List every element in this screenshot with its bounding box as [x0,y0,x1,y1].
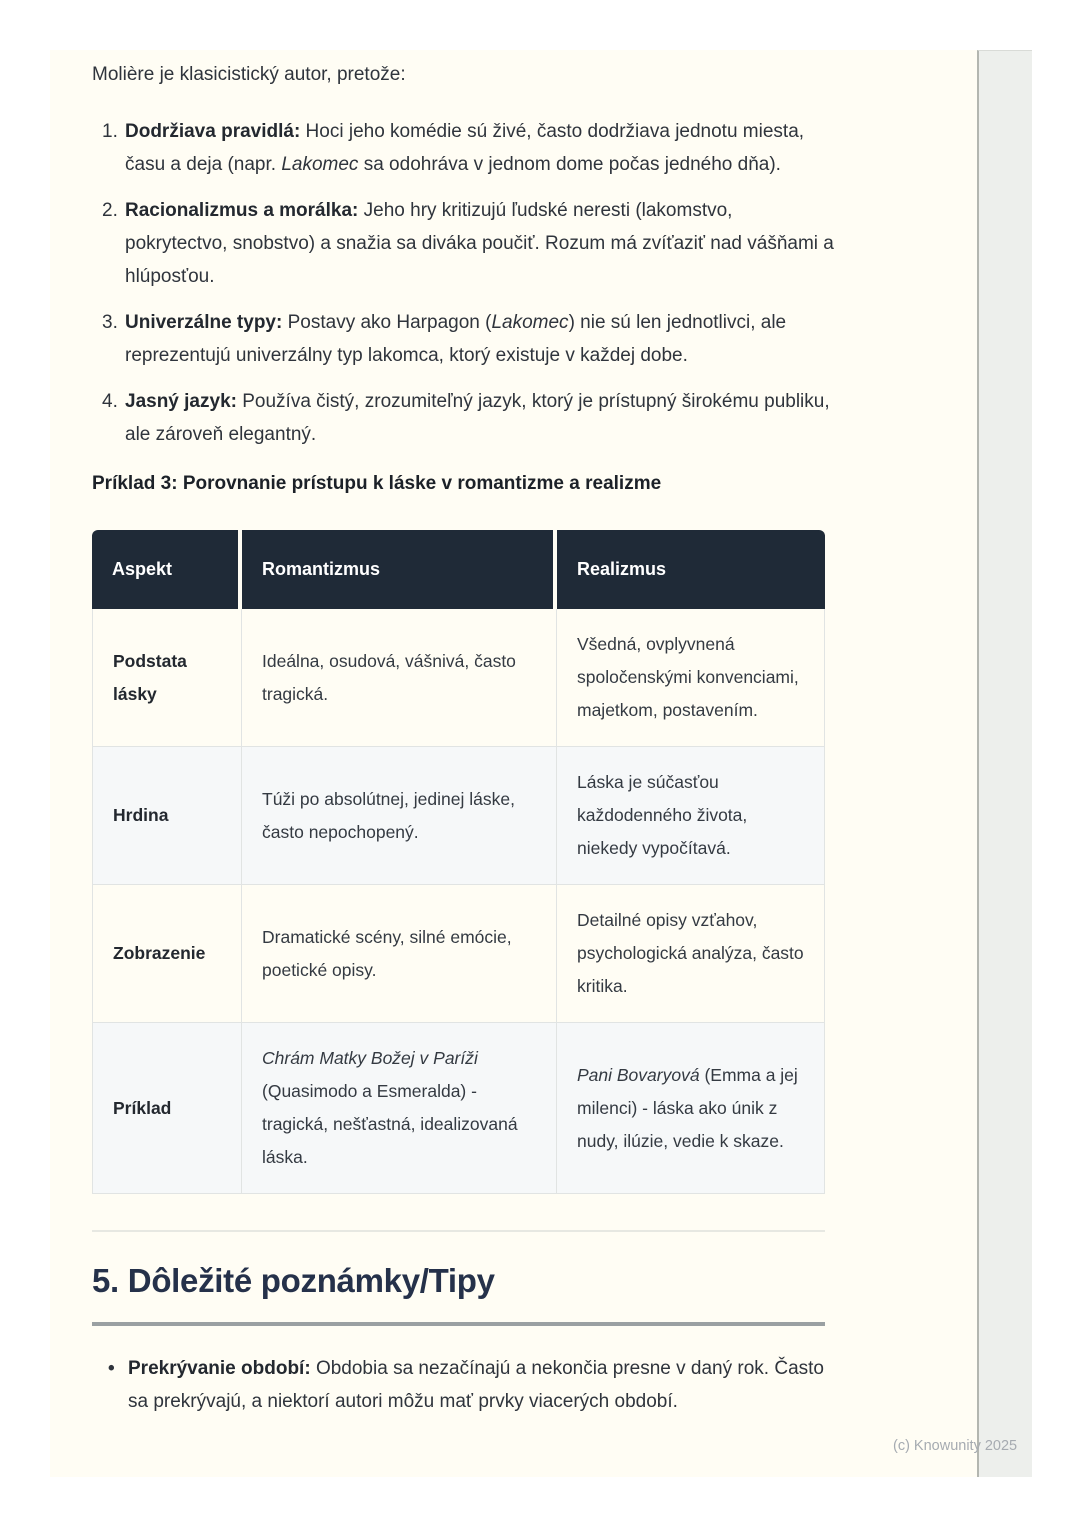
cell-text: Túži po absolútnej, jedinej láske, často nepochopený. [262,788,515,842]
cell-text: Láska je súčasťou každodenného života, niekedy vypočítavá. [577,772,748,858]
list-number: 4. [102,391,118,412]
cell-text: Všedná, ovplyvnená spoločenskými konvenciami, majetkom, postavením. [577,634,799,720]
example-heading: Príklad 3: Porovnanie prístupu k láske v romantizme a realizme [92,473,662,494]
book-title: Lakomec [281,154,359,175]
document-content [92,58,834,1418]
realizmus-cell [557,885,825,1023]
cell-text: Ideálna, osudová, vášnivá, často tragická. [262,650,516,704]
aspect-cell: Podstata lásky [92,609,242,747]
numbered-list [92,115,834,451]
cell-text: Detailné opisy vzťahov, psychologická analýza, často kritika. [577,910,804,996]
table-row [92,609,825,747]
list-item-body-cont: sa odohráva v jednom dome počas jedného dňa). [358,154,781,175]
bullet-marker: • [108,1358,115,1379]
list-item [92,115,834,181]
list-item-label: Racionalizmus a morálka: [125,200,359,221]
section-divider-thick [92,1322,825,1326]
comparison-table [92,530,825,1194]
list-item-text [125,385,834,451]
romantizmus-cell [242,1023,557,1194]
cell-text: (Emma a jej milenci) - láska ako únik z nudy, ilúzie, vedie k skaze. [577,1064,798,1151]
table-body [92,609,825,1194]
table-row [92,1023,825,1194]
table-header [92,530,825,609]
list-item-body: Používa čistý, zrozumiteľný jazyk, ktorý je prístupný širokému publiku, ale zároveň elegantný. [125,391,830,445]
table-row [92,885,825,1023]
realizmus-cell [557,1023,825,1194]
copyright-watermark: (c) Knowunity 2025 [893,1438,1018,1454]
table-header-row [92,530,825,609]
list-item [92,306,834,372]
list-item [92,194,834,293]
header-cell-aspekt: Aspekt [92,530,242,609]
bullet-item [92,1352,834,1418]
list-item-label: Univerzálne typy: [125,312,283,333]
list-number: 2. [102,200,118,221]
aspect-cell: Hrdina [92,747,242,885]
list-item-label: Jasný jazyk: [125,391,237,412]
realizmus-cell [557,609,825,747]
table-row [92,747,825,885]
romantizmus-cell [242,609,557,747]
next-page-edge [977,50,1032,1477]
romantizmus-cell [242,885,557,1023]
list-item-text [125,115,834,181]
cell-text: (Quasimodo a Esmeralda) - tragická, nešťastná, idealizovaná láska. [262,1081,518,1167]
realizmus-cell [557,747,825,885]
list-item-text [125,194,834,293]
book-title: Chrám Matky Božej v Paríži [262,1048,478,1068]
list-item-body: Hoci jeho komédie sú živé, často dodržiava jednotu miesta, času a deja (napr. [125,121,805,175]
bullet-item-text [128,1352,834,1418]
list-item-body: Jeho hry kritizujú ľudské neresti (lakomstvo, pokrytectvo, snobstvo) a snažia sa diváka poučiť. Rozum má zvíťaziť nad vášňami a hlúposťou. [125,200,834,287]
section-heading: 5. Dôležité poznámky/Tipy [92,1262,495,1299]
list-item-label: Dodržiava pravidlá: [125,121,301,142]
bullet-item-label: Prekrývanie období: [128,1358,311,1379]
list-item [92,385,834,451]
section-divider-thin [92,1230,825,1232]
list-number: 1. [102,121,118,142]
bullet-item-body: Obdobia sa nezačínajú a nekončia presne v daný rok. Často sa prekrývajú, a niektorí autori môžu mať prvky viacerých období. [128,1358,824,1412]
aspect-cell: Zobrazenie [92,885,242,1023]
romantizmus-cell [242,747,557,885]
book-title: Lakomec [491,312,569,333]
list-item-body: Postavy ako Harpagon ( [282,312,492,333]
bullet-list [92,1352,834,1418]
intro-paragraph: Molière je klasicistický autor, pretože: [92,64,406,85]
list-item-text [125,306,834,372]
list-item-body-cont: ) nie sú len jednotlivci, ale reprezentujú univerzálny typ lakomca, ktorý existuje v každej dobe. [125,312,787,366]
cell-text: Dramatické scény, silné emócie, poetické opisy. [262,926,512,980]
aspect-cell: Príklad [92,1023,242,1194]
header-cell-romantizmus: Romantizmus [242,530,557,609]
header-cell-realizmus: Realizmus [557,530,825,609]
book-title: Pani Bovaryová [577,1064,700,1085]
list-number: 3. [102,312,118,333]
